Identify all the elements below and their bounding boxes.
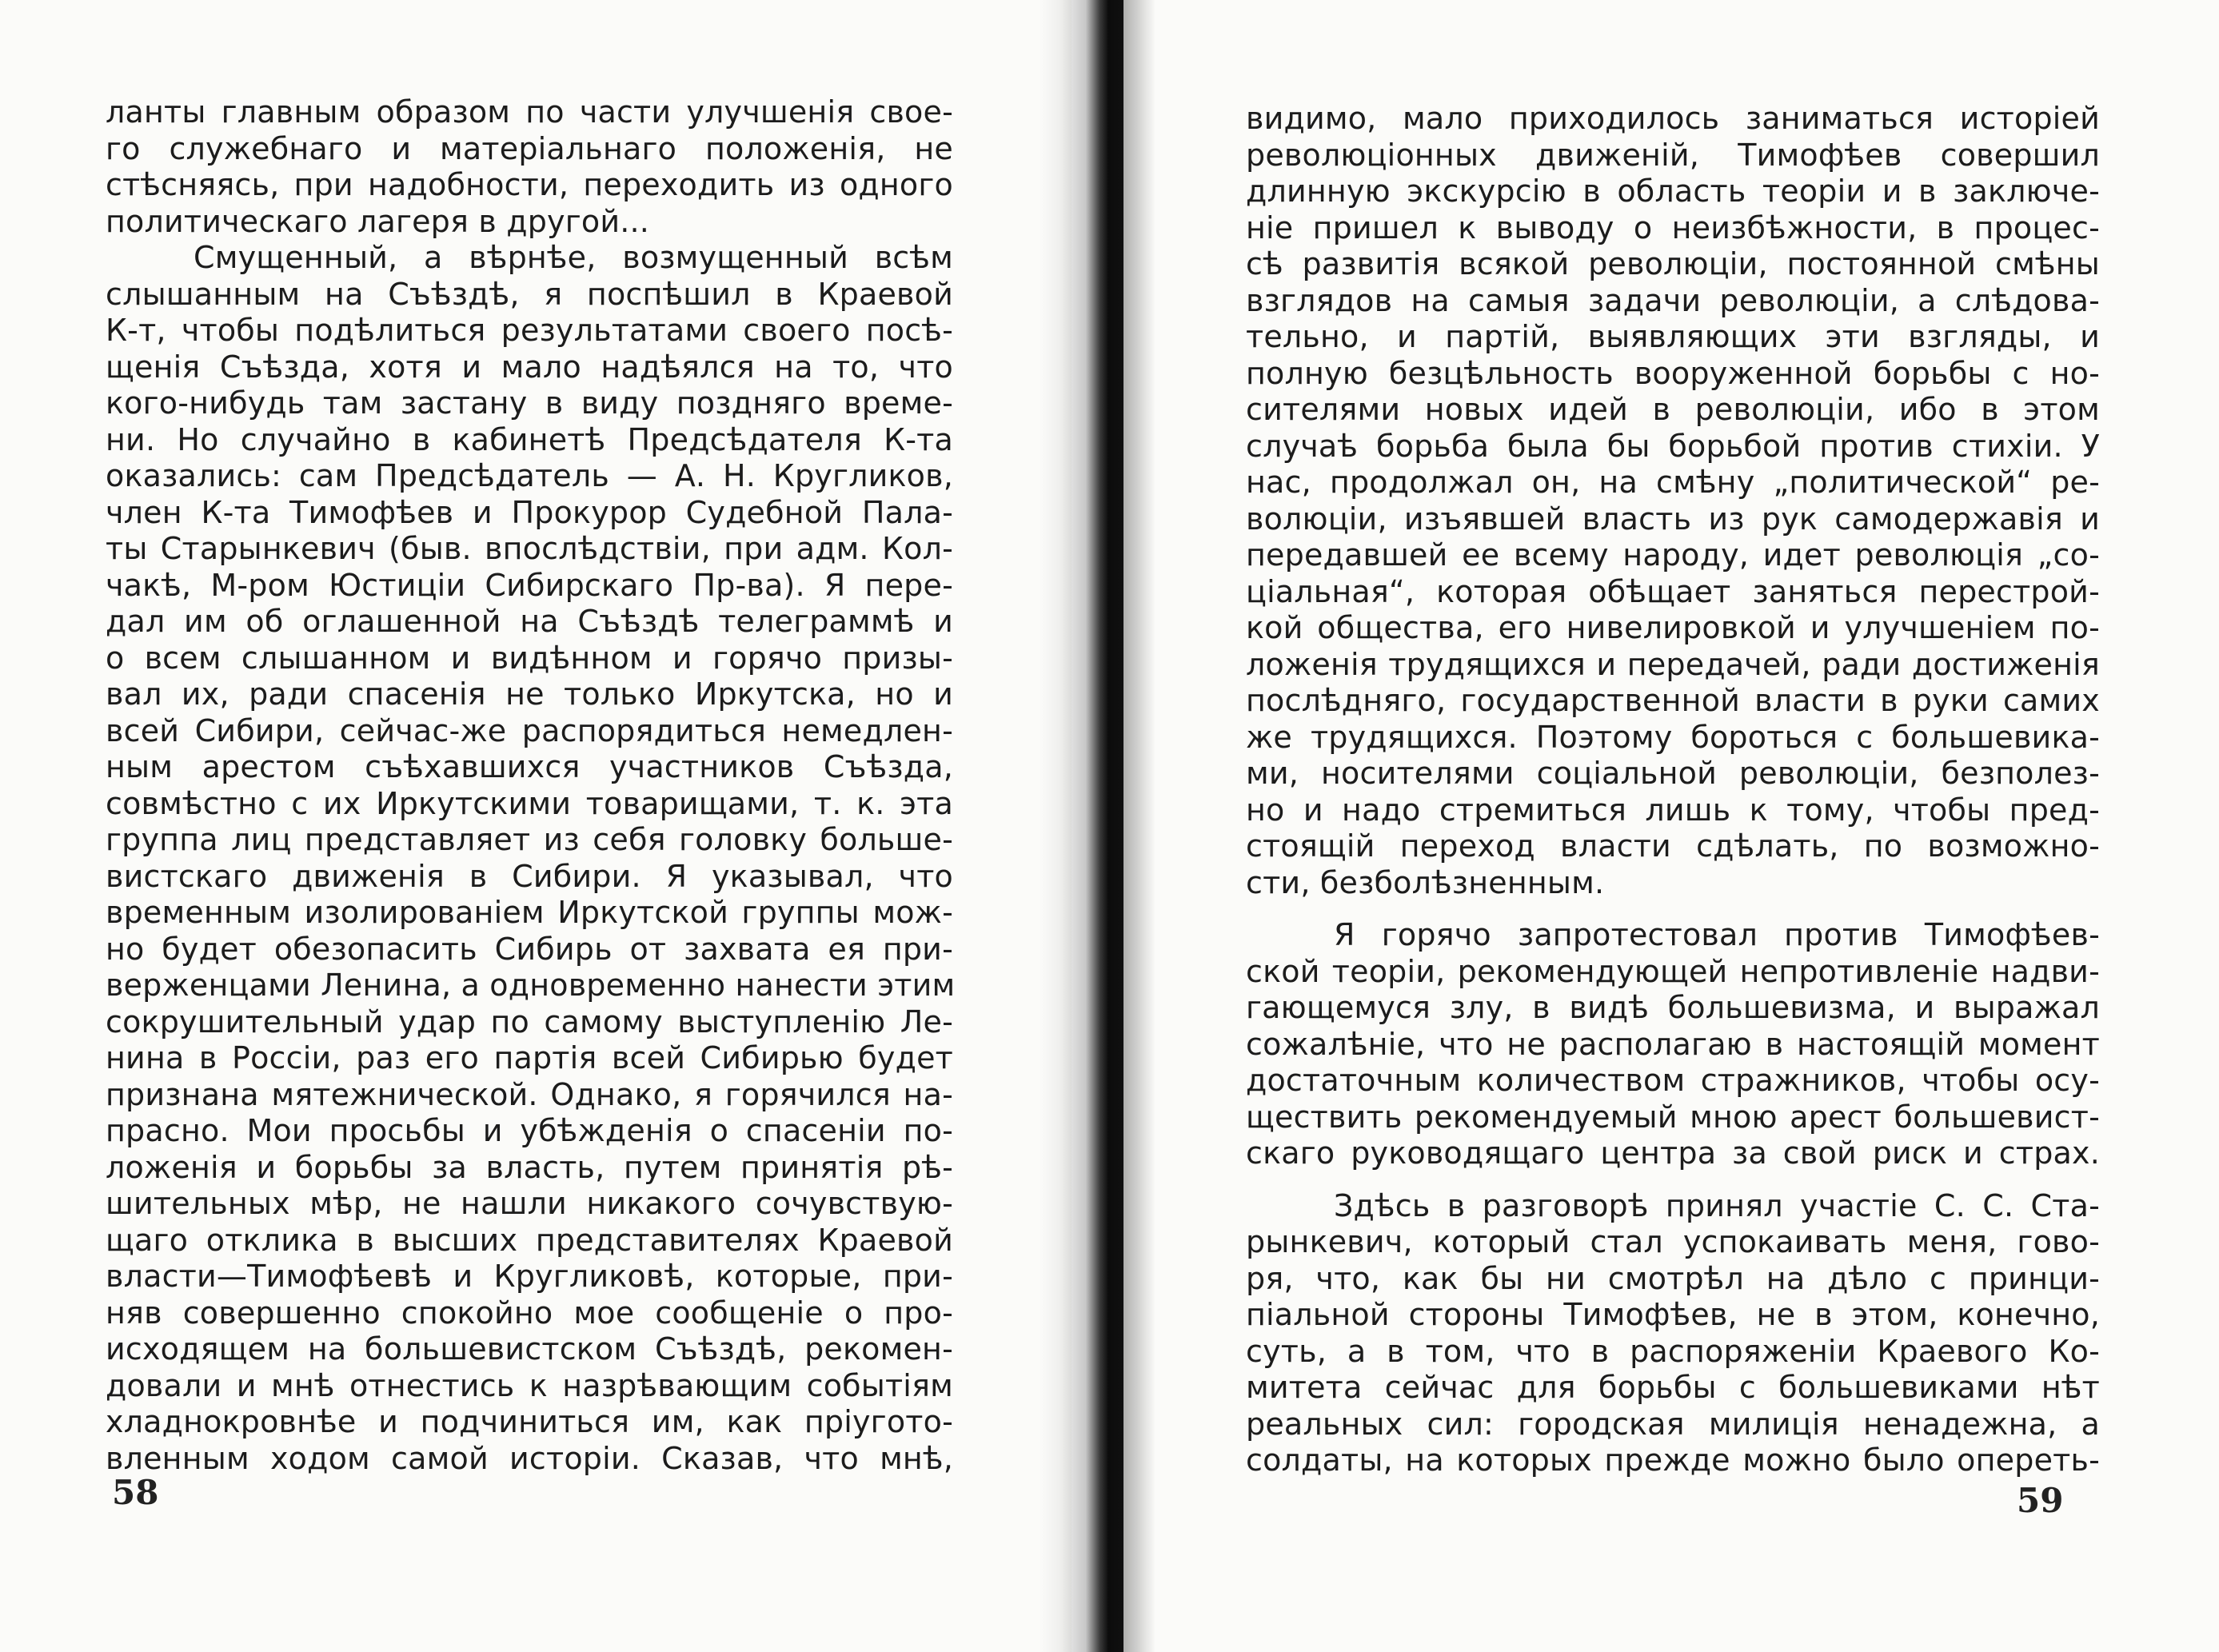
text-line: няв совершенно спокойно мое сообщеніе о про-	[106, 1295, 953, 1331]
text-line: но будет обезопасить Сибирь от захвата ея при-	[106, 931, 953, 967]
text-line: ланты главным образом по части улучшенія свое-	[106, 94, 953, 130]
text-line: революціонных движеній, Тимофѣев совершил	[1246, 137, 2100, 173]
text-line: стѣсняясь, при надобности, переходить из одного	[106, 167, 953, 202]
text-line: ты Старынкевич (быв. впослѣдствіи, при адм. Кол-	[106, 531, 953, 566]
text-line: группа лиц представляет из себя головку больше-	[106, 822, 953, 857]
text-line: К-т, чтобы подѣлиться результатами своего посѣ-	[106, 313, 953, 348]
text-line: ложенія и борьбы за власть, путем принятія рѣ-	[106, 1149, 953, 1185]
text-line: длинную экскурсію в область теоріи и в заключе-	[1246, 174, 2100, 209]
page-number: 58	[112, 1473, 159, 1512]
right-page	[1104, 0, 2219, 1652]
left-page-text	[106, 94, 956, 1477]
text-line: о всем слышанном и видѣнном и горячо призы-	[106, 640, 953, 676]
text-line: ми, носителями соціальной революціи, безполез-	[1246, 756, 2100, 791]
text-line: ской теоріи, рекомендующей непротивленіе надви-	[1246, 953, 2100, 989]
text-line: власти—Тимофѣевѣ и Кругликовѣ, которые, при-	[106, 1259, 953, 1294]
text-line: Я горячо запротестовал против Тимофѣев-	[1334, 917, 2100, 952]
text-line: сожалѣніе, что не располагаю в настоящій момент	[1246, 1026, 2100, 1062]
text-line: шительных мѣр, не нашли никакого сочувствую-	[106, 1186, 953, 1221]
text-line: кой общества, его нивелировкой и улучшеніем по-	[1246, 610, 2100, 645]
text-line: ным арестом съѣхавшихся участников Съѣзда,	[106, 749, 953, 784]
text-line: стоящій переход власти сдѣлать, по возможно-	[1246, 828, 2100, 864]
text-line: скаго руководящаго центра за свой риск и страх.	[1246, 1135, 2100, 1171]
book-gutter	[1040, 0, 1123, 1652]
text-line: щаго отклика в высших представителях Краевой	[106, 1222, 953, 1258]
text-line: исходящем на большевистском Съѣздѣ, рекомен-	[106, 1331, 953, 1367]
text-line: солдаты, на которых прежде можно было опереть-	[1246, 1443, 2100, 1478]
page-number: 59	[2017, 1481, 2064, 1520]
text-line: хладнокровнѣе и подчиниться им, как пріугото-	[106, 1404, 953, 1439]
text-line: взглядов на самыя задачи революціи, а слѣдова-	[1246, 282, 2100, 318]
paragraph-gap	[1246, 1172, 2100, 1188]
text-line: Здѣсь в разговорѣ принял участіе С. С. Ста-	[1334, 1187, 2100, 1223]
text-line: член К-та Тимофѣев и Прокурор Судебной Пала-	[106, 494, 953, 530]
text-line: ни. Но случайно в кабинетѣ Предсѣдателя К-та	[106, 421, 953, 457]
text-line: сокрушительный удар по самому выступленію Ле-	[106, 1004, 953, 1039]
text-line: же трудящихся. Поэтому бороться с большевика-	[1246, 719, 2100, 755]
left-page	[0, 0, 1072, 1652]
text-line: волюціи, изъявшей власть из рук самодержавія и	[1246, 501, 2100, 537]
text-line: сителями новых идей в революціи, ибо в этом	[1246, 392, 2100, 427]
text-line: реальных сил: городская милиція ненадежна, а	[1246, 1406, 2100, 1442]
text-line: полную безцѣльность вооруженной борьбы с но-	[1246, 355, 2100, 391]
text-line: случаѣ борьба была бы борьбой против стихіи. У	[1246, 428, 2100, 464]
text-line: политическаго лагеря в другой...	[106, 203, 650, 239]
text-line: оказались: сам Предсѣдатель — А. Н. Кругликов,	[106, 458, 953, 493]
text-line: нина в Россіи, раз его партія всей Сибирью будет	[106, 1040, 953, 1075]
text-line: го служебнаго и матеріальнаго положенія, не	[106, 130, 953, 166]
text-line: временным изолированіем Иркутской группы мож-	[106, 895, 953, 930]
text-line: всей Сибири, сейчас-же распорядиться немедлен-	[106, 712, 953, 748]
text-line: рынкевич, который стал успокаивать меня, гово-	[1246, 1224, 2100, 1259]
text-line: признана мятежнической. Однако, я горячился на-	[106, 1076, 953, 1112]
text-line: но и надо стремиться лишь к тому, чтобы пред-	[1246, 792, 2100, 828]
text-line: чакѣ, М-ром Юстиціи Сибирскаго Пр-ва). Я пере-	[106, 567, 953, 603]
text-line: ціальная“, которая обѣщает заняться перестрой-	[1246, 573, 2100, 609]
text-line: сѣ развитія всякой революціи, постоянной смѣны	[1246, 246, 2100, 281]
text-line: тельно, и партій, выявляющих эти взгляды, и	[1246, 319, 2100, 354]
text-line: ніе пришел к выводу о неизбѣжности, в процес-	[1246, 209, 2100, 245]
text-line: дал им об оглашенной на Съѣздѣ телеграммѣ и	[106, 604, 953, 639]
text-line: сти, безболѣзненным.	[1246, 864, 1605, 900]
text-line: прасно. Мои просьбы и убѣжденія о спасеніи по-	[106, 1113, 953, 1148]
text-line: вал их, ради спасенія не только Иркутска, но и	[106, 676, 953, 712]
text-line: Смущенный, а вѣрнѣе, возмущенный всѣм	[194, 240, 953, 275]
text-line: піальной стороны Тимофѣев, не в этом, конечно,	[1246, 1297, 2100, 1332]
text-line: достаточным количеством стражников, чтобы осу-	[1246, 1063, 2100, 1098]
text-line: вленным ходом самой исторіи. Сказав, что мнѣ,	[106, 1440, 953, 1476]
right-page-text	[1246, 101, 2100, 1479]
text-line: ложенія трудящихся и передачей, ради достиженія	[1246, 646, 2100, 682]
text-line: суть, а в том, что в распоряженіи Краевого Ко-	[1246, 1333, 2100, 1369]
text-line: совмѣстно с их Иркутскими товарищами, т. к. эта	[106, 785, 953, 821]
text-line: верженцами Ленина, а одновременно нанести этим	[106, 968, 956, 1003]
text-line: послѣдняго, государственной власти в руки самих	[1246, 683, 2100, 718]
text-line: кого-нибудь там застану в виду поздняго време-	[106, 385, 953, 421]
paragraph-gap	[1246, 901, 2100, 917]
text-line: вистскаго движенія в Сибири. Я указывал, что	[106, 858, 953, 894]
text-line: митета сейчас для борьбы с большевиками нѣт	[1246, 1370, 2100, 1405]
text-line: слышанным на Съѣздѣ, я поспѣшил в Краевой	[106, 276, 953, 312]
text-line: нас, продолжал он, на смѣну „политической“ ре-	[1246, 465, 2100, 500]
text-line: ря, что, как бы ни смотрѣл на дѣло с принци-	[1246, 1260, 2100, 1296]
text-line: видимо, мало приходилось заниматься исторіей	[1246, 101, 2100, 136]
gutter-shadow	[1123, 0, 1155, 1652]
text-line: гающемуся злу, в видѣ большевизма, и выражал	[1246, 990, 2100, 1025]
text-line: передавшей ее всему народу, идет революція „со-	[1246, 537, 2100, 573]
text-line: ществить рекомендуемый мною арест большевист-	[1246, 1099, 2100, 1135]
text-line: щенія Съѣзда, хотя и мало надѣялся на то, что	[106, 349, 953, 385]
text-line: довали и мнѣ отнестись к назрѣвающим событіям	[106, 1367, 953, 1403]
